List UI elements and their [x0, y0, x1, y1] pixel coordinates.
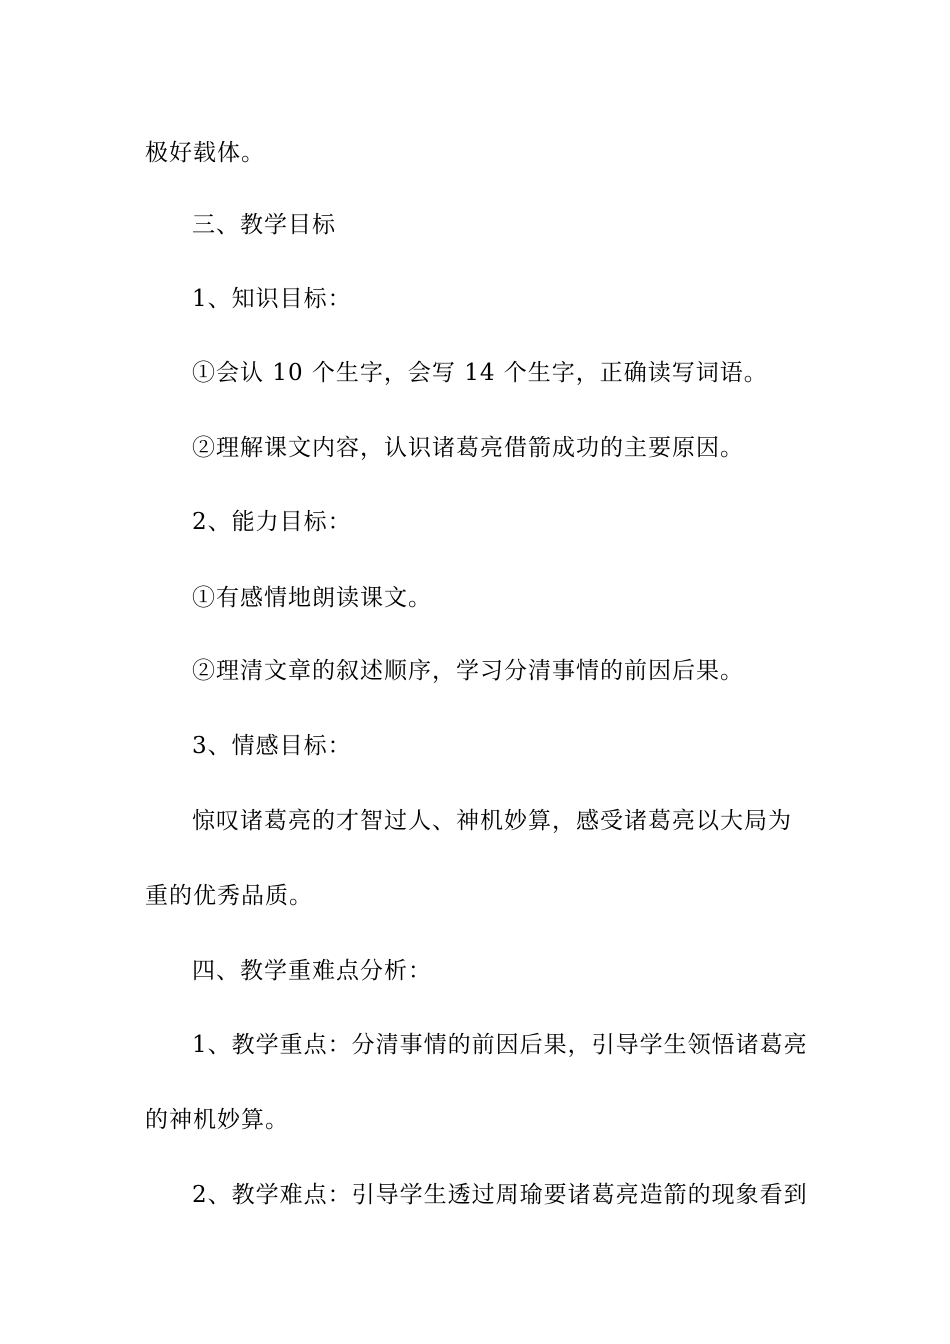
text-line: 极好载体。: [145, 140, 265, 166]
list-item: ②理解课文内容，认识诸葛亮借箭成功的主要原因。: [192, 435, 744, 461]
list-item: ①有感情地朗读课文。: [192, 585, 432, 611]
subsection-heading: 3、情感目标：: [192, 733, 352, 759]
paragraph-line: 2、教学难点：引导学生透过周瑜要诸葛亮造箭的现象看到: [192, 1182, 808, 1208]
list-item: ②理清文章的叙述顺序，学习分清事情的前因后果。: [192, 658, 744, 684]
paragraph-line: 的神机妙算。: [145, 1107, 289, 1133]
paragraph-line: 惊叹诸葛亮的才智过人、神机妙算，感受诸葛亮以大局为: [192, 808, 792, 834]
subsection-heading: 2、能力目标：: [192, 509, 352, 535]
paragraph-line: 重的优秀品质。: [145, 883, 313, 909]
subsection-heading: 1、知识目标：: [192, 286, 352, 312]
list-item: ①会认 10 个生字，会写 14 个生字，正确读写词语。: [192, 360, 768, 386]
paragraph-line: 1、教学重点：分清事情的前因后果，引导学生领悟诸葛亮: [192, 1032, 808, 1058]
section-heading: 三、教学目标: [192, 212, 336, 238]
section-heading: 四、教学重难点分析：: [192, 958, 432, 984]
